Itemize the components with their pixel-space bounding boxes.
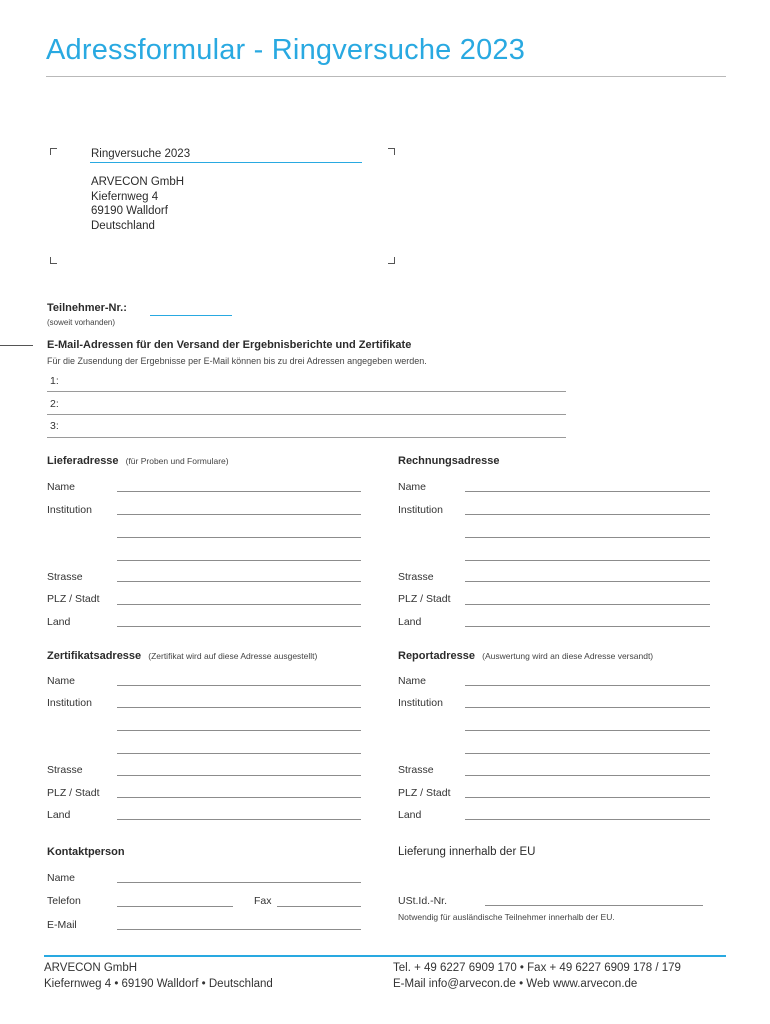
title-divider	[46, 76, 726, 77]
contact-fax-label: Fax	[254, 895, 272, 907]
report-institution-field-2[interactable]	[465, 730, 710, 731]
delivery-country-label: Land	[47, 616, 71, 628]
invoice-name-field[interactable]	[465, 491, 710, 492]
contact-heading: Kontaktperson	[47, 846, 125, 858]
address-reference-underline	[90, 162, 362, 163]
invoice-country-label: Land	[398, 616, 422, 628]
report-street-field[interactable]	[465, 775, 710, 776]
address-city: 69190 Walldorf	[91, 205, 168, 217]
delivery-institution-field-1[interactable]	[117, 514, 361, 515]
certificate-heading-label: Zertifikatsadresse	[47, 650, 142, 662]
delivery-institution-field-3[interactable]	[117, 560, 361, 561]
contact-fax-field[interactable]	[277, 906, 361, 907]
email-field-1[interactable]	[47, 391, 566, 392]
certificate-heading	[47, 650, 317, 662]
corner-mark-top-right	[388, 148, 395, 155]
delivery-institution-label: Institution	[47, 504, 92, 516]
delivery-street-field[interactable]	[117, 581, 361, 582]
email-field-3[interactable]	[47, 437, 566, 438]
vat-id-field[interactable]	[485, 905, 703, 906]
address-lines	[91, 175, 184, 233]
footer-email-web: E-Mail info@arvecon.de • Web www.arvecon.de	[393, 978, 638, 990]
footer-company: ARVECON GmbH	[44, 962, 138, 974]
report-country-field[interactable]	[465, 819, 710, 820]
participant-label: Teilnehmer-Nr.:	[47, 302, 127, 314]
invoice-heading: Rechnungsadresse	[398, 455, 500, 467]
footer-address: Kiefernweg 4 • 69190 Walldorf • Deutschland	[44, 978, 273, 990]
delivery-heading-note: (für Proben und Formulare)	[125, 456, 229, 466]
certificate-zip-city-label: PLZ / Stadt	[47, 787, 100, 799]
contact-email-label: E-Mail	[47, 919, 77, 931]
report-name-label: Name	[398, 675, 427, 687]
corner-mark-bottom-left	[50, 257, 57, 264]
page-title: Adressformular - Ringversuche 2023	[46, 34, 526, 66]
delivery-name-label: Name	[47, 481, 76, 493]
certificate-name-label: Name	[47, 675, 76, 687]
email-row-2-label: 2:	[50, 398, 59, 410]
invoice-country-field[interactable]	[465, 626, 710, 627]
corner-mark-top-left	[50, 148, 57, 155]
email-row-3-label: 3:	[50, 420, 59, 432]
certificate-name-field[interactable]	[117, 685, 361, 686]
certificate-institution-field-1[interactable]	[117, 707, 361, 708]
invoice-street-field[interactable]	[465, 581, 710, 582]
report-country-label: Land	[398, 809, 422, 821]
participant-number-field[interactable]	[150, 315, 232, 316]
report-zip-city-label: PLZ / Stadt	[398, 787, 451, 799]
invoice-zip-city-field[interactable]	[465, 604, 710, 605]
address-reference: Ringversuche 2023	[91, 148, 191, 160]
email-section-heading: E-Mail-Adressen für den Versand der Ergebnisberichte und Zertifikate	[47, 339, 412, 351]
invoice-name-label: Name	[398, 481, 427, 493]
section-marker-line	[0, 345, 33, 346]
report-institution-field-1[interactable]	[465, 707, 710, 708]
invoice-street-label: Strasse	[398, 571, 434, 583]
certificate-street-field[interactable]	[117, 775, 361, 776]
address-street: Kiefernweg 4	[91, 190, 159, 203]
certificate-country-label: Land	[47, 809, 71, 821]
certificate-institution-field-2[interactable]	[117, 730, 361, 731]
contact-phone-field[interactable]	[117, 906, 233, 907]
report-heading-label: Reportadresse	[398, 650, 476, 662]
certificate-institution-field-3[interactable]	[117, 753, 361, 754]
certificate-zip-city-field[interactable]	[117, 797, 361, 798]
delivery-heading	[47, 455, 229, 467]
report-street-label: Strasse	[398, 764, 434, 776]
report-heading	[398, 650, 653, 662]
address-country: Deutschland	[91, 219, 155, 232]
delivery-heading-label: Lieferadresse	[47, 455, 119, 467]
email-section-description: Für die Zusendung der Ergebnisse per E-Mail können bis zu drei Adressen angegeben werden.	[47, 356, 427, 366]
delivery-zip-city-field[interactable]	[117, 604, 361, 605]
report-institution-label: Institution	[398, 697, 443, 709]
contact-name-label: Name	[47, 872, 76, 884]
report-name-field[interactable]	[465, 685, 710, 686]
vat-note: Notwendig für ausländische Teilnehmer innerhalb der EU.	[398, 912, 615, 922]
eu-heading: Lieferung innerhalb der EU	[398, 846, 536, 858]
invoice-zip-city-label: PLZ / Stadt	[398, 593, 451, 605]
footer-divider	[44, 955, 726, 957]
contact-email-field[interactable]	[117, 929, 361, 930]
contact-name-field[interactable]	[117, 882, 361, 883]
vat-label: USt.Id.-Nr.	[398, 895, 448, 907]
participant-note: (soweit vorhanden)	[47, 318, 116, 327]
footer-phone-fax: Tel. + 49 6227 6909 170 • Fax + 49 6227 6909 178 / 179	[393, 962, 681, 974]
certificate-institution-label: Institution	[47, 697, 92, 709]
invoice-institution-field-3[interactable]	[465, 560, 710, 561]
delivery-zip-city-label: PLZ / Stadt	[47, 593, 100, 605]
invoice-institution-field-2[interactable]	[465, 537, 710, 538]
footer-company-block	[44, 960, 273, 992]
delivery-country-field[interactable]	[117, 626, 361, 627]
delivery-street-label: Strasse	[47, 571, 83, 583]
invoice-institution-label: Institution	[398, 504, 443, 516]
report-heading-note: (Auswertung wird an diese Adresse versandt)	[482, 651, 654, 661]
email-row-1-label: 1:	[50, 375, 59, 387]
certificate-heading-note: (Zertifikat wird auf diese Adresse ausgestellt)	[148, 651, 318, 661]
email-field-2[interactable]	[47, 414, 566, 415]
certificate-street-label: Strasse	[47, 764, 83, 776]
certificate-country-field[interactable]	[117, 819, 361, 820]
delivery-institution-field-2[interactable]	[117, 537, 361, 538]
report-zip-city-field[interactable]	[465, 797, 710, 798]
footer-contact-block	[393, 960, 681, 992]
invoice-institution-field-1[interactable]	[465, 514, 710, 515]
contact-phone-label: Telefon	[47, 895, 81, 907]
corner-mark-bottom-right	[388, 257, 395, 264]
report-institution-field-3[interactable]	[465, 753, 710, 754]
address-company: ARVECON GmbH	[91, 176, 185, 188]
delivery-name-field[interactable]	[117, 491, 361, 492]
